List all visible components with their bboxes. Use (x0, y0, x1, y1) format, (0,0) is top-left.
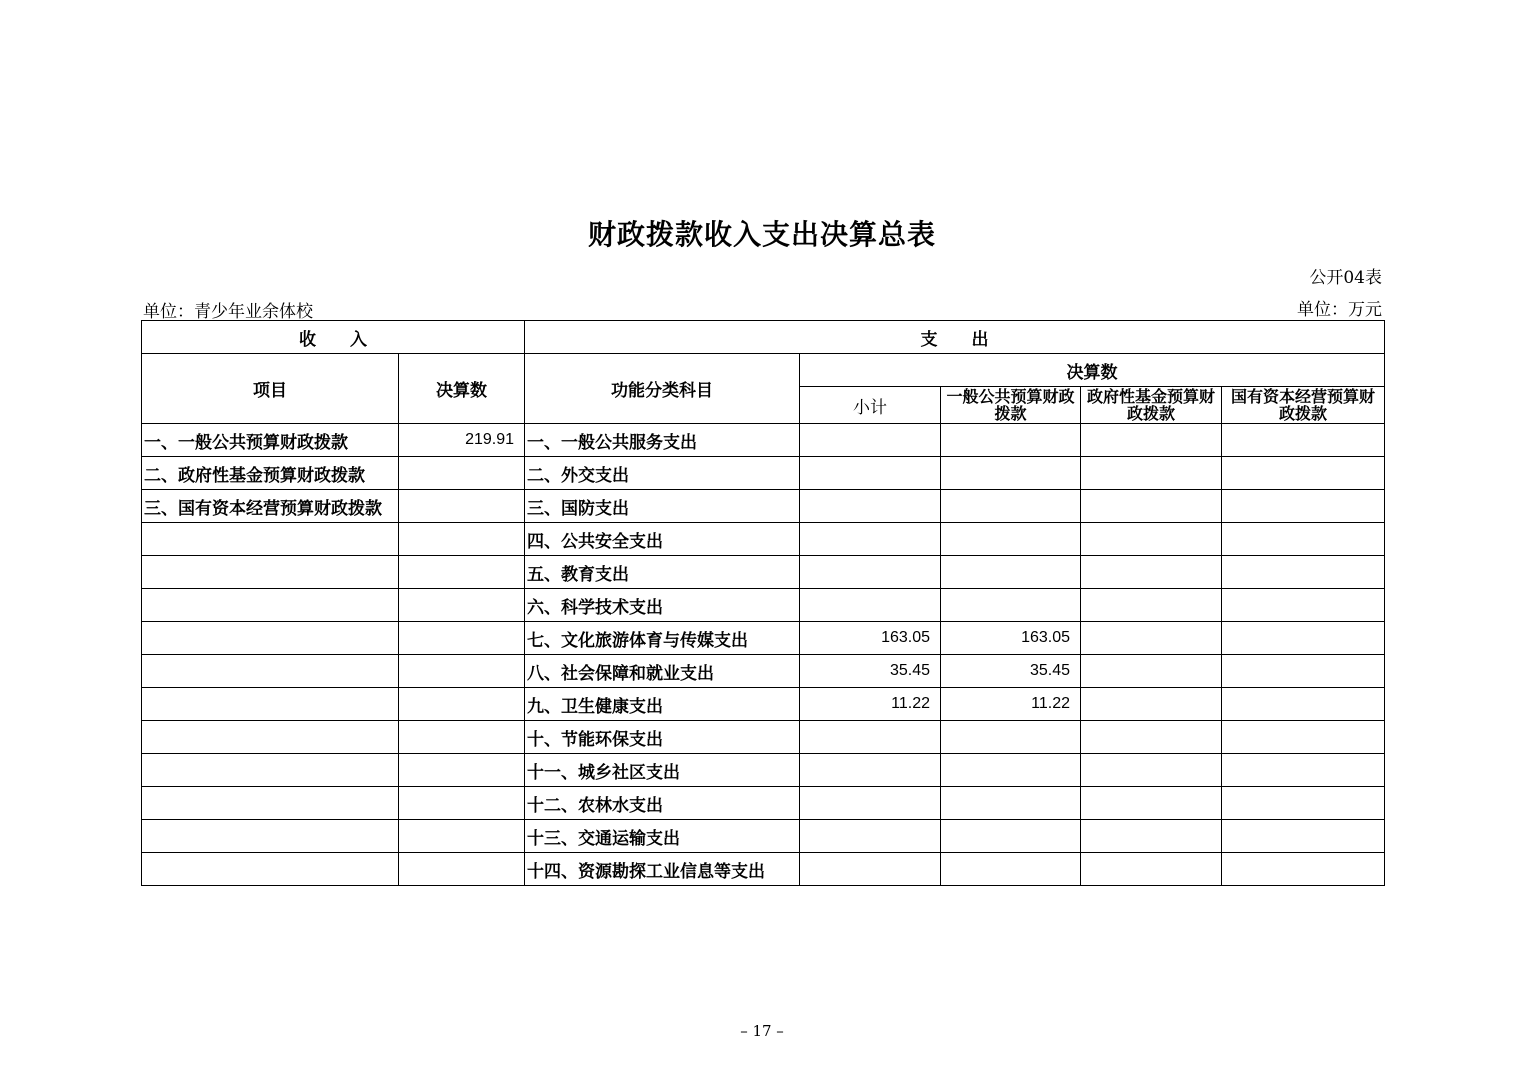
income-item-cell (142, 688, 399, 721)
category-cell: 七、文化旅游体育与传媒支出 (525, 622, 800, 655)
income-header: 收 入 (142, 321, 525, 354)
settled-header: 决算数 (399, 354, 525, 424)
fund-cell (1081, 820, 1222, 853)
table-row (142, 754, 1385, 787)
general-cell (941, 820, 1081, 853)
general-cell (941, 589, 1081, 622)
capital-cell (1222, 457, 1385, 490)
table-row (142, 721, 1385, 754)
income-amount-cell (399, 754, 525, 787)
income-amount-cell (399, 787, 525, 820)
capital-cell (1222, 787, 1385, 820)
page-title: 财政拨款收入支出决算总表 (587, 218, 936, 251)
subtotal-cell (800, 523, 941, 556)
subtotal-cell: 163.05 (800, 622, 941, 655)
unit-organization: 单位：青少年业余体校 (143, 302, 313, 322)
income-item-cell (142, 622, 399, 655)
subtotal-cell (800, 820, 941, 853)
general-cell (941, 721, 1081, 754)
fund-cell (1081, 853, 1222, 886)
income-amount-cell: 219.91 (399, 424, 525, 457)
income-item-cell (142, 820, 399, 853)
capital-cell (1222, 688, 1385, 721)
income-amount-cell (399, 523, 525, 556)
subtotal-cell (800, 490, 941, 523)
budget-table (141, 320, 1385, 886)
income-item-cell (142, 721, 399, 754)
income-amount-cell (399, 721, 525, 754)
general-cell (941, 490, 1081, 523)
general-cell: 163.05 (941, 622, 1081, 655)
state-capital-header: 国有资本经营预算财政拨款 (1222, 387, 1385, 424)
fund-cell (1081, 721, 1222, 754)
general-cell (941, 853, 1081, 886)
subtotal-header: 小计 (800, 387, 941, 424)
fund-cell (1081, 556, 1222, 589)
income-item-cell (142, 589, 399, 622)
category-cell: 四、公共安全支出 (525, 523, 800, 556)
table-row (142, 424, 1385, 457)
general-cell (941, 787, 1081, 820)
expense-header: 支 出 (525, 321, 1385, 354)
income-amount-cell (399, 655, 525, 688)
income-amount-cell (399, 820, 525, 853)
capital-cell (1222, 589, 1385, 622)
income-amount-cell (399, 490, 525, 523)
subtotal-cell (800, 754, 941, 787)
capital-cell (1222, 754, 1385, 787)
subtotal-cell (800, 721, 941, 754)
table-row (142, 787, 1385, 820)
settled-group-header: 决算数 (800, 354, 1385, 387)
subtotal-cell (800, 853, 941, 886)
income-item-cell (142, 523, 399, 556)
table-row (142, 457, 1385, 490)
table-row (142, 820, 1385, 853)
capital-cell (1222, 820, 1385, 853)
category-cell: 一、一般公共服务支出 (525, 424, 800, 457)
table-row (142, 688, 1385, 721)
fund-cell (1081, 424, 1222, 457)
income-item-cell: 三、国有资本经营预算财政拨款 (142, 490, 399, 523)
income-item-cell: 一、一般公共预算财政拨款 (142, 424, 399, 457)
capital-cell (1222, 853, 1385, 886)
subtotal-cell (800, 424, 941, 457)
category-cell: 八、社会保障和就业支出 (525, 655, 800, 688)
table-row (142, 556, 1385, 589)
table-row (142, 655, 1385, 688)
subtotal-cell (800, 457, 941, 490)
income-item-cell (142, 853, 399, 886)
general-cell (941, 424, 1081, 457)
category-cell: 三、国防支出 (525, 490, 800, 523)
income-amount-cell (399, 457, 525, 490)
fund-cell (1081, 688, 1222, 721)
category-cell: 六、科学技术支出 (525, 589, 800, 622)
subtotal-cell: 11.22 (800, 688, 941, 721)
category-cell: 十三、交通运输支出 (525, 820, 800, 853)
subtotal-cell: 35.45 (800, 655, 941, 688)
category-cell: 九、卫生健康支出 (525, 688, 800, 721)
capital-cell (1222, 523, 1385, 556)
fund-cell (1081, 655, 1222, 688)
fund-cell (1081, 523, 1222, 556)
page-number: – 17 – (740, 1022, 784, 1040)
table-row (142, 589, 1385, 622)
income-amount-cell (399, 556, 525, 589)
fund-cell (1081, 589, 1222, 622)
income-item-cell (142, 754, 399, 787)
form-code: 公开04表 (1309, 268, 1382, 288)
subtotal-cell (800, 787, 941, 820)
general-cell (941, 457, 1081, 490)
income-amount-cell (399, 688, 525, 721)
capital-cell (1222, 655, 1385, 688)
unit-currency: 单位：万元 (1297, 300, 1382, 320)
table-body (142, 424, 1385, 886)
capital-cell (1222, 490, 1385, 523)
category-header: 功能分类科目 (525, 354, 800, 424)
subtotal-cell (800, 589, 941, 622)
table-row (142, 490, 1385, 523)
income-item-cell (142, 556, 399, 589)
category-cell: 十二、农林水支出 (525, 787, 800, 820)
fund-cell (1081, 787, 1222, 820)
subtotal-cell (800, 556, 941, 589)
general-cell (941, 556, 1081, 589)
general-budget-header: 一般公共预算财政拨款 (941, 387, 1081, 424)
gov-fund-header: 政府性基金预算财政拨款 (1081, 387, 1222, 424)
fund-cell (1081, 754, 1222, 787)
general-cell (941, 754, 1081, 787)
capital-cell (1222, 622, 1385, 655)
item-header: 项目 (142, 354, 399, 424)
general-cell: 35.45 (941, 655, 1081, 688)
table-row (142, 523, 1385, 556)
income-item-cell (142, 655, 399, 688)
income-amount-cell (399, 853, 525, 886)
fund-cell (1081, 490, 1222, 523)
category-cell: 十、节能环保支出 (525, 721, 800, 754)
table-row (142, 853, 1385, 886)
income-amount-cell (399, 622, 525, 655)
capital-cell (1222, 556, 1385, 589)
category-cell: 十四、资源勘探工业信息等支出 (525, 853, 800, 886)
capital-cell (1222, 424, 1385, 457)
capital-cell (1222, 721, 1385, 754)
income-item-cell (142, 787, 399, 820)
general-cell: 11.22 (941, 688, 1081, 721)
income-amount-cell (399, 589, 525, 622)
fund-cell (1081, 622, 1222, 655)
category-cell: 五、教育支出 (525, 556, 800, 589)
income-item-cell: 二、政府性基金预算财政拨款 (142, 457, 399, 490)
fund-cell (1081, 457, 1222, 490)
table-row (142, 622, 1385, 655)
category-cell: 二、外交支出 (525, 457, 800, 490)
category-cell: 十一、城乡社区支出 (525, 754, 800, 787)
general-cell (941, 523, 1081, 556)
